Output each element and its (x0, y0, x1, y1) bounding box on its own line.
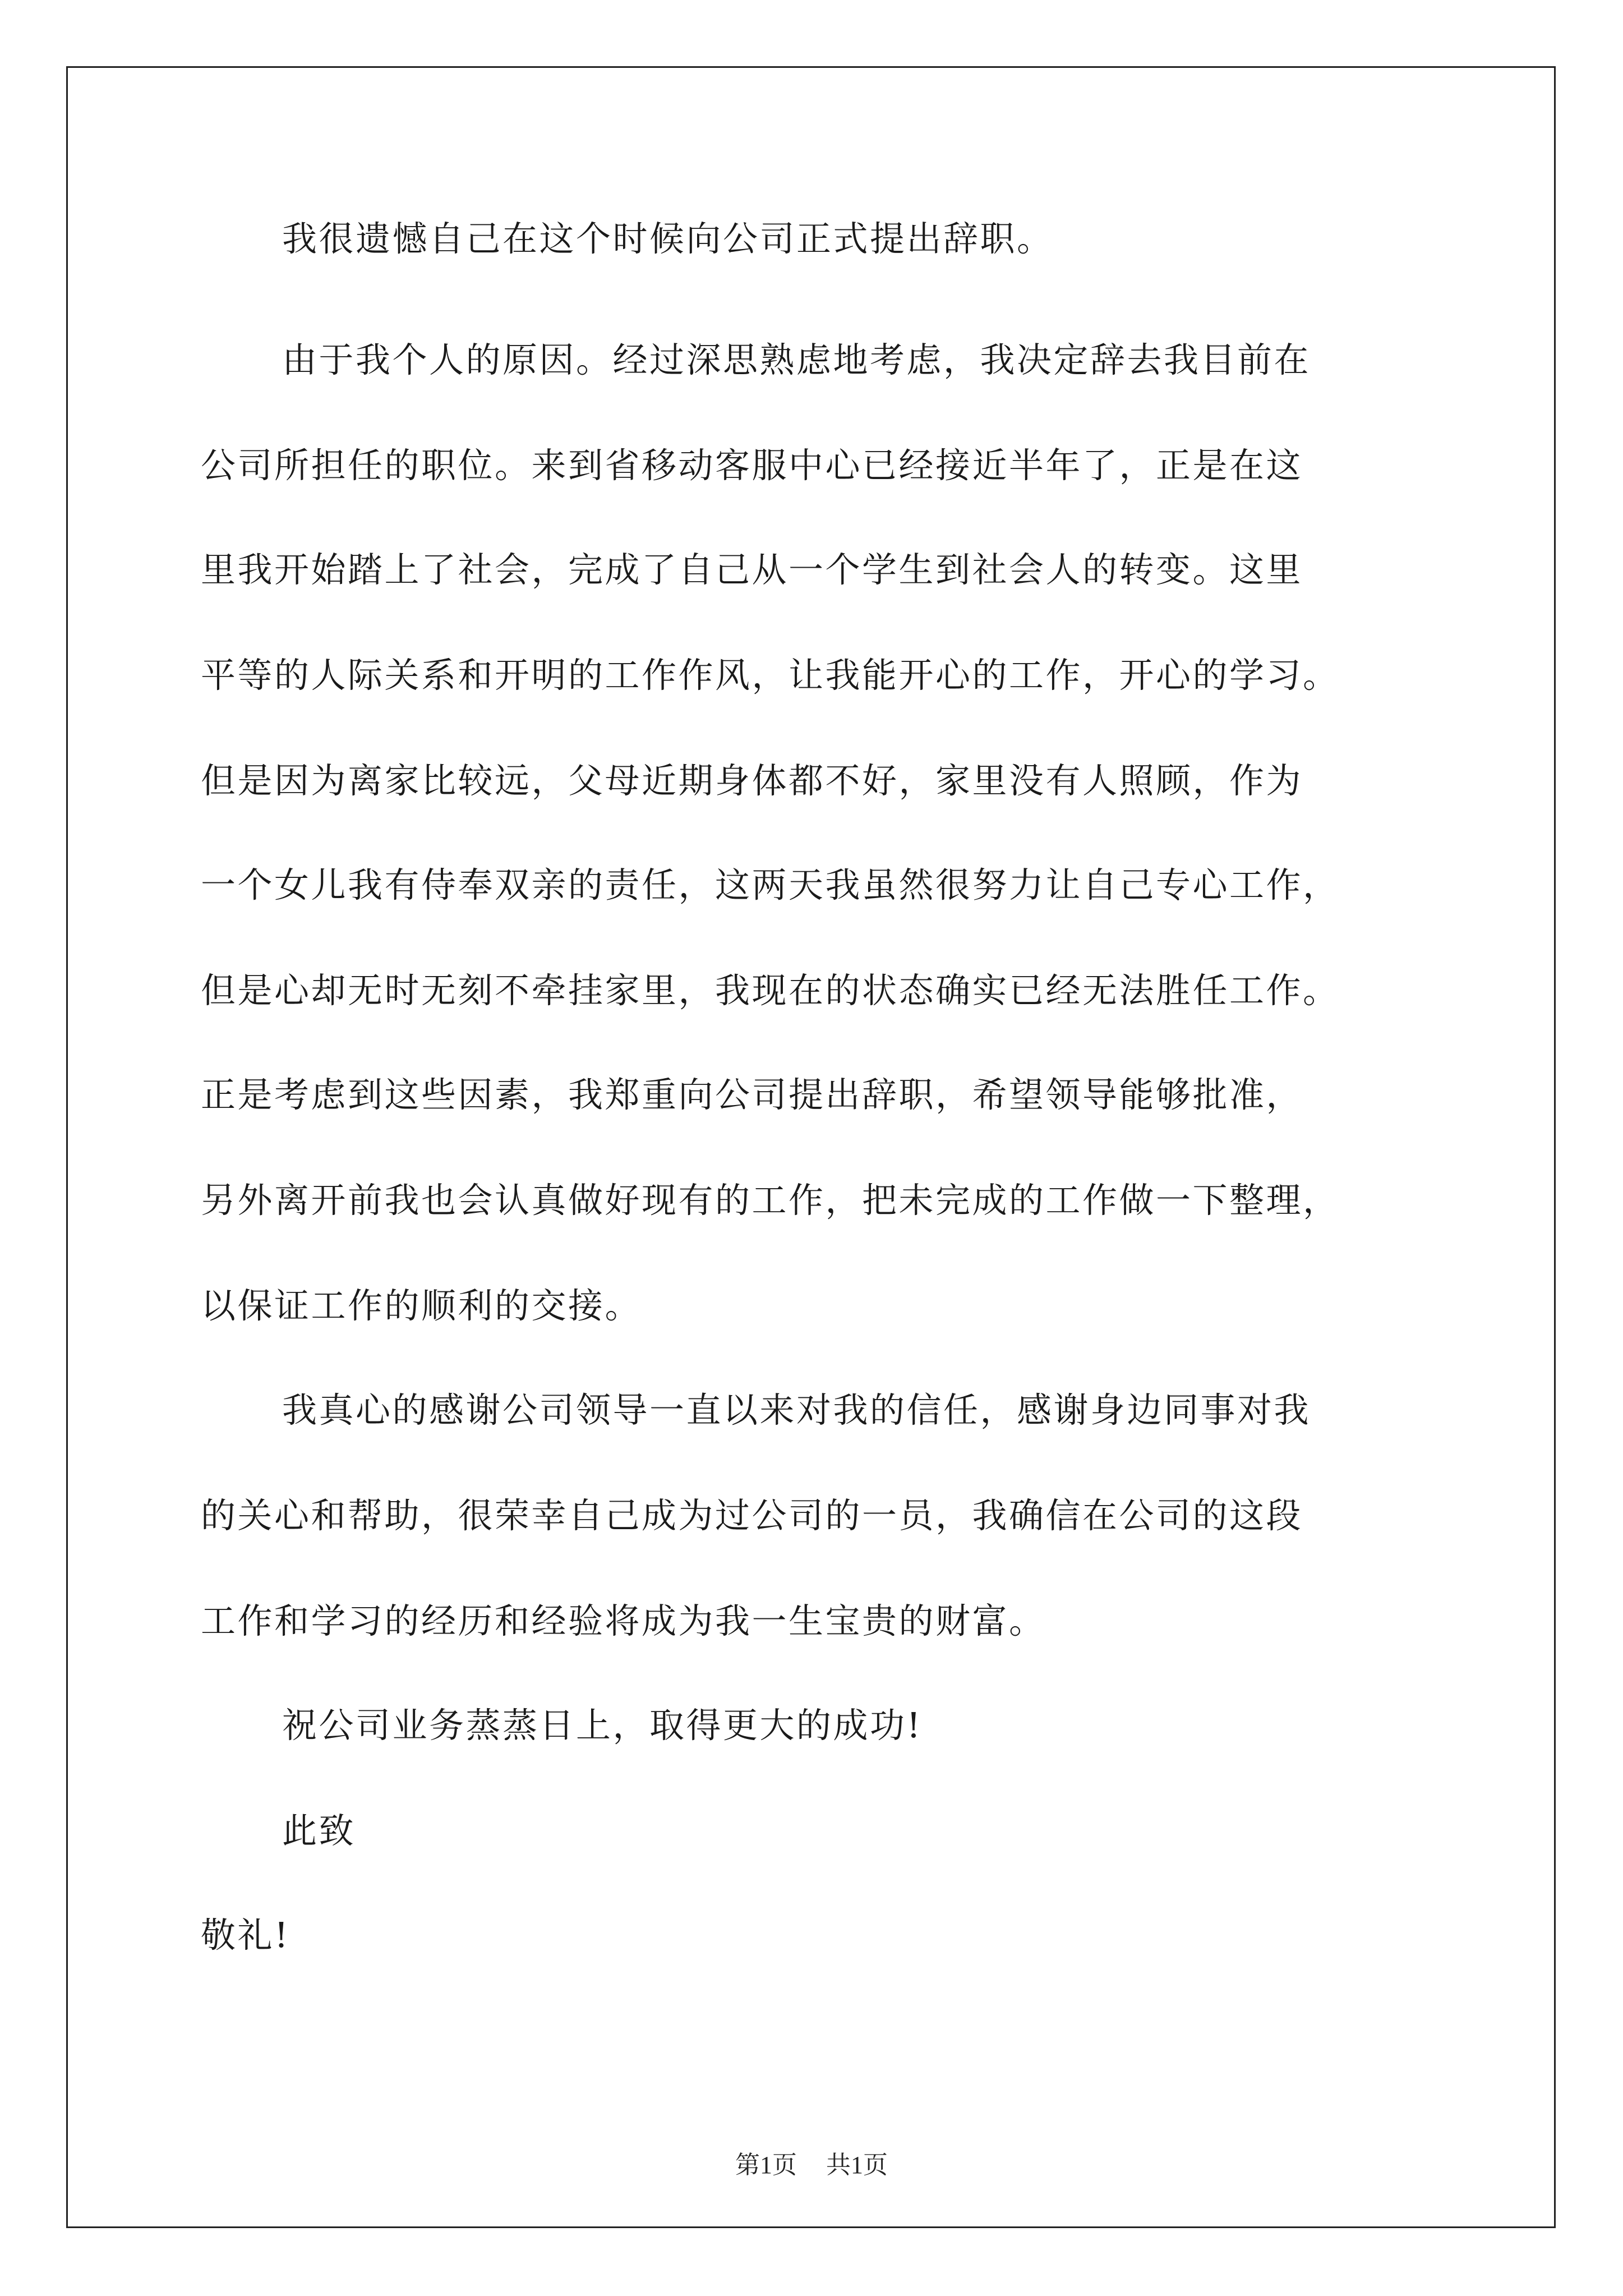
page-border (66, 66, 1556, 2228)
salutation-line: 敬礼! (201, 1915, 291, 1955)
paragraph-line: 另外离开前我也会认真做好现有的工作，把未完成的工作做一下整理， (201, 1180, 1340, 1221)
paragraph-line: 以保证工作的顺利的交接。 (201, 1285, 642, 1326)
paragraph-line: 正是考虑到这些因素，我郑重向公司提出辞职，希望领导能够批准， (201, 1074, 1303, 1115)
paragraph-line: 平等的人际关系和开明的工作作风，让我能开心的工作，开心的学习。 (201, 655, 1340, 696)
closing-line: 此致 (282, 1810, 356, 1851)
paragraph-line: 我真心的感谢公司领导一直以来对我的信任，感谢身边同事对我 (282, 1389, 1311, 1430)
paragraph-line: 工作和学习的经历和经验将成为我一生宝贵的财富。 (201, 1600, 1046, 1641)
paragraph-line: 由于我个人的原因。经过深思熟虑地考虑，我决定辞去我目前在 (282, 339, 1311, 380)
page-footer (0, 2150, 1623, 2181)
paragraph-line: 公司所担任的职位。来到省移动客服中心已经接近半年了，正是在这 (201, 445, 1303, 486)
paragraph-line: 我很遗憾自己在这个时候向公司正式提出辞职。 (282, 218, 1054, 259)
paragraph-line: 一个女儿我有侍奉双亲的责任，这两天我虽然很努力让自己专心工作， (201, 864, 1340, 905)
page-number: 第1页 (735, 2151, 797, 2179)
paragraph-line: 里我开始踏上了社会，完成了自己从一个学生到社会人的转变。这里 (201, 549, 1303, 590)
paragraph-line: 但是因为离家比较远，父母近期身体都不好，家里没有人照顾，作为 (201, 760, 1303, 801)
page-total: 共1页 (826, 2151, 888, 2179)
paragraph-line: 祝公司业务蒸蒸日上，取得更大的成功! (282, 1705, 923, 1746)
paragraph-line: 但是心却无时无刻不牵挂家里，我现在的状态确实已经无法胜任工作。 (201, 970, 1340, 1011)
paragraph-line: 的关心和帮助，很荣幸自己成为过公司的一员，我确信在公司的这段 (201, 1495, 1303, 1536)
